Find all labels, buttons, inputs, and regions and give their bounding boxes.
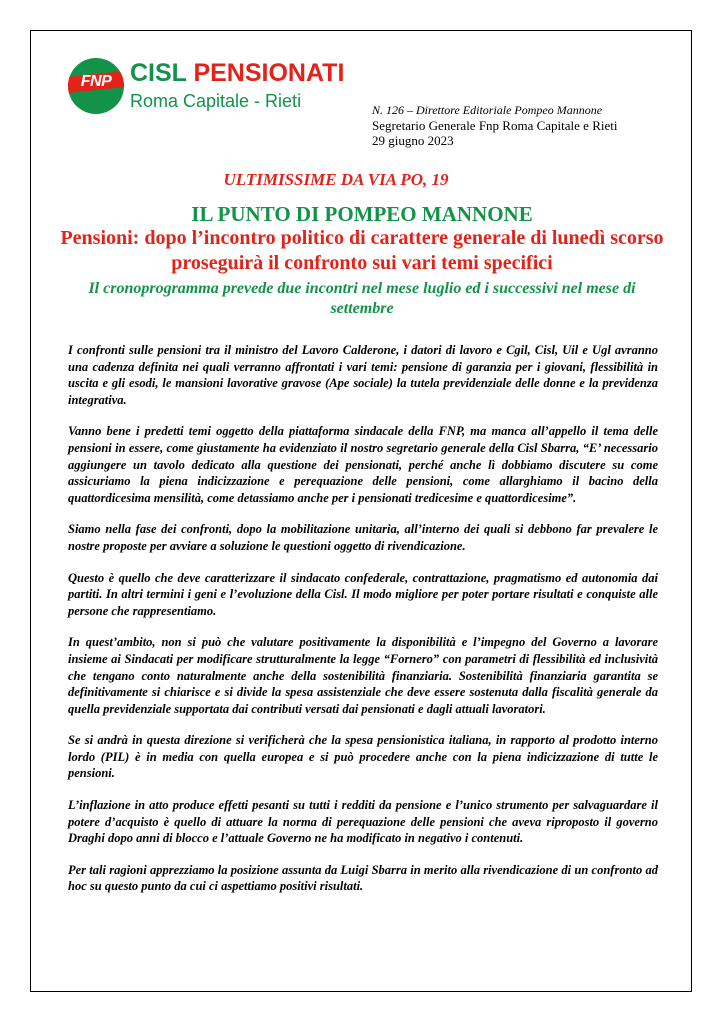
kicker-text: ULTIMISSIME DA VIA PO, 19 — [223, 170, 449, 189]
headline: IL PUNTO DI POMPEO MANNONE — [191, 202, 533, 226]
issue-line: N. 126 – Direttore Editoriale Pompeo Mannone — [372, 103, 603, 117]
paragraph: Questo è quello che deve caratterizzare il sindacato confederale, contrattazione, pragmatismo ed autonomia dai partiti. In altri termini i geni e l’evoluzione della Cisl. Il modo migliore per poter portare risultati e conquiste alle persone che rappresentiamo. — [68, 570, 658, 618]
paragraph: I confronti sulle pensioni tra il ministro del Lavoro Calderone, i datori di lavoro e Cgil, Cisl, Uil e Ugl avranno una cadenza definita nei quali verranno affrontati i vari temi: pensione di garanzia per i giovani, flessibilità in uscita e gli esodi, le mansioni lavorative gravose (Ape sociale) la tutela previdenziale delle donne e la previdenza integrativa. — [68, 343, 658, 407]
kicker-banner — [0, 170, 724, 190]
logo-subtitle: Roma Capitale - Rieti — [130, 91, 302, 111]
paragraph: In quest’ambito, non si può che valutare positivamente la disponibilità e l’impegno del Governo a lavorare insieme ai Sindacati per modificare strutturalmente la legge “Fornero” con parametri di flessibilità ed inclusività che tengano conto naturalmente anche della sostenibilità finanziaria. Sostenibilità finanziaria garantita se definitivamente si chiarisce e si divide la spesa assistenziale che deve essere sostenuta dalla fiscalità generale da quella previdenziale supportata dai contributi versati dai pensionati e dagli attuali lavoratori. — [68, 635, 658, 716]
paragraph: Siamo nella fase dei confronti, dopo la mobilitazione unitaria, all’interno dei quali si debbono far prevalere le nostre proposte per avviare a soluzione le questioni oggetto di rivendicazione. — [68, 522, 658, 553]
fnp-logo-icon — [68, 58, 124, 114]
paragraph: Se si andrà in questa direzione si verificherà che la spesa pensionistica italiana, in rapporto al prodotto interno lordo (PIL) è in media con quella europea e si può procedere anche con la piena indicizzazione di tutte le pensioni. — [68, 733, 658, 781]
paragraph: Per tali ragioni apprezziamo la posizione assunta da Luigi Sbarra in merito alla rivendicazione di un confronto ad hoc su questo punto da cui ci aspettiamo positivi risultati. — [68, 862, 658, 894]
logo-brand-cisl: CISL — [130, 59, 187, 87]
paragraph: Vanno bene i predetti temi oggetto della piattaforma sindacale della FNP, ma manca all’appello il tema delle pensioni in essere, come giustamente ha evidenziato il nostro segretario generale della Cisl Sbarra, “E’ necessario aggiungere un tavolo dedicato alla questione dei pensionati, perché anche lì dobbiamo discutere su come assicuriamo la piena indicizzazione e perequazione delle pensioni, come allarghiamo il bacino della quattordicesima mensilità, come detassiamo anche per i pensionati tredicesime e quattordicesime”. — [68, 424, 658, 505]
article-title: Pensioni: dopo l’incontro politico di carattere generale di lunedì scorso proseguirà il confronto sui vari temi specifici — [60, 227, 664, 274]
logo-brand-name — [130, 60, 344, 86]
logo-brand-pensionati: PENSIONATI — [193, 59, 345, 87]
article-subtitle: Il cronoprogramma prevede due incontri nel mese luglio ed i successivi nel mese di settembre — [88, 280, 636, 317]
logo-mark-text: FNP — [80, 73, 112, 90]
header-info — [372, 103, 617, 148]
article-body — [68, 342, 658, 910]
paragraph: L’inflazione in atto produce effetti pesanti su tutti i redditi da pensione e l’unico strumento per salvaguardare il potere d’acquisto è quello di attuare la norma di perequazione delle pensioni che aveva riproposto il governo Draghi dopo anni di blocco e l’attuale Governo ne ha modificato in negativo i contenuti. — [68, 798, 658, 846]
publication-date: 29 giugno 2023 — [372, 133, 454, 148]
role-line: Segretario Generale Fnp Roma Capitale e Rieti — [372, 118, 618, 133]
cisl-pensionati-logo — [68, 58, 345, 116]
